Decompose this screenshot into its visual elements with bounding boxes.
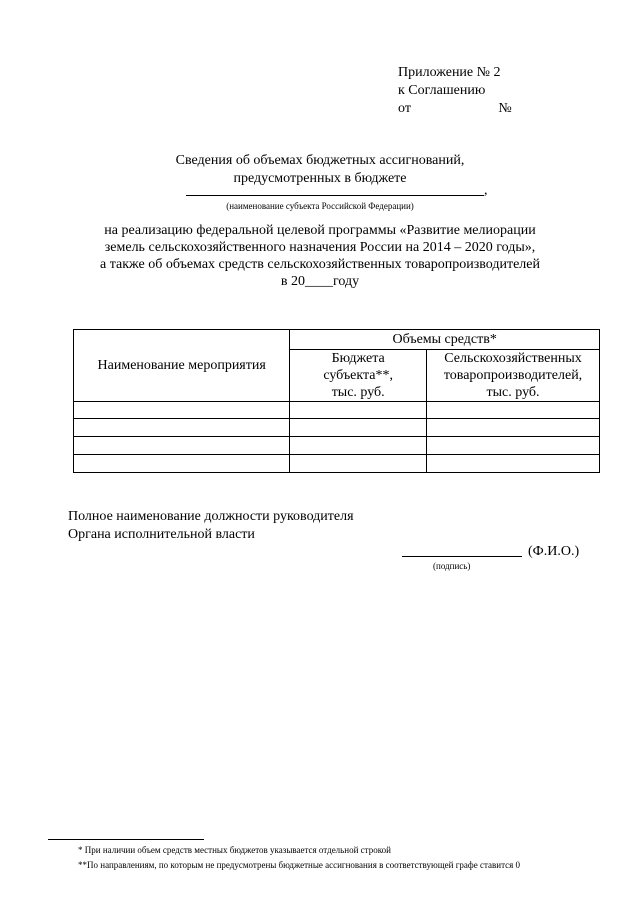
signoff-position: Полное наименование должности руководителя	[68, 509, 354, 524]
table-cell[interactable]	[290, 455, 427, 473]
subject-line-comma: ,	[484, 183, 488, 198]
signoff-organ: Органа исполнительной власти	[68, 527, 255, 542]
appendix-agreement: к Соглашению	[398, 83, 486, 98]
signoff-block	[68, 508, 354, 544]
purpose-line-3: а также об объемах средств сельскохозяйственных товаропроизводителей	[99, 257, 540, 272]
footnote-2: **По направлениям, по которым не предусмотрены бюджетные ассигнования в соответствующей графе ставится 0	[78, 860, 520, 870]
title-line-1: Сведения об объемах бюджетных ассигнований,	[175, 153, 465, 168]
header-producers-text: Сельскохозяйственных товаропроизводителей, тыс. руб.	[443, 351, 583, 400]
signature-caption: (подпись)	[433, 561, 471, 571]
table-cell[interactable]	[427, 437, 600, 455]
purpose-line-2: земель сельскохозяйственного назначения России на 2014 – 2020 годы»,	[104, 240, 536, 255]
table-cell[interactable]	[74, 402, 290, 419]
header-producers	[427, 350, 600, 402]
table-cell[interactable]	[74, 455, 290, 473]
title-line-2: предусмотренных в бюджете	[233, 171, 407, 186]
fio-label: (Ф.И.О.)	[528, 544, 580, 559]
table-cell[interactable]	[427, 402, 600, 419]
signature-line	[402, 556, 522, 557]
table-cell[interactable]	[427, 455, 600, 473]
footnote-1: * При наличии объем средств местных бюджетов указывается отдельной строкой	[78, 845, 391, 855]
subject-name-line	[186, 195, 484, 196]
document-title	[0, 152, 640, 188]
funding-table	[73, 329, 600, 473]
header-subject-budget-text: Бюджета субъекта**, тыс. руб.	[323, 351, 394, 400]
appendix-number: Приложение № 2	[398, 65, 501, 80]
appendix-header	[398, 64, 512, 118]
table-cell[interactable]	[290, 437, 427, 455]
subject-caption: (наименование субъекта Российской Федерации)	[226, 201, 414, 211]
table-cell[interactable]	[74, 419, 290, 437]
header-event-name: Наименование мероприятия	[74, 330, 290, 402]
purpose-line-1: на реализацию федеральной целевой программы «Развитие мелиорации	[104, 223, 536, 238]
table-cell[interactable]	[290, 419, 427, 437]
appendix-date-number: от №	[398, 101, 512, 116]
table-cell[interactable]	[427, 419, 600, 437]
purpose-line-4: в 20____году	[280, 274, 360, 289]
header-funding-volume: Объемы средств*	[290, 330, 600, 350]
purpose-text	[0, 222, 640, 290]
header-subject-budget	[290, 350, 427, 402]
table-cell[interactable]	[74, 437, 290, 455]
footnote-separator	[48, 839, 204, 840]
table-cell[interactable]	[290, 402, 427, 419]
